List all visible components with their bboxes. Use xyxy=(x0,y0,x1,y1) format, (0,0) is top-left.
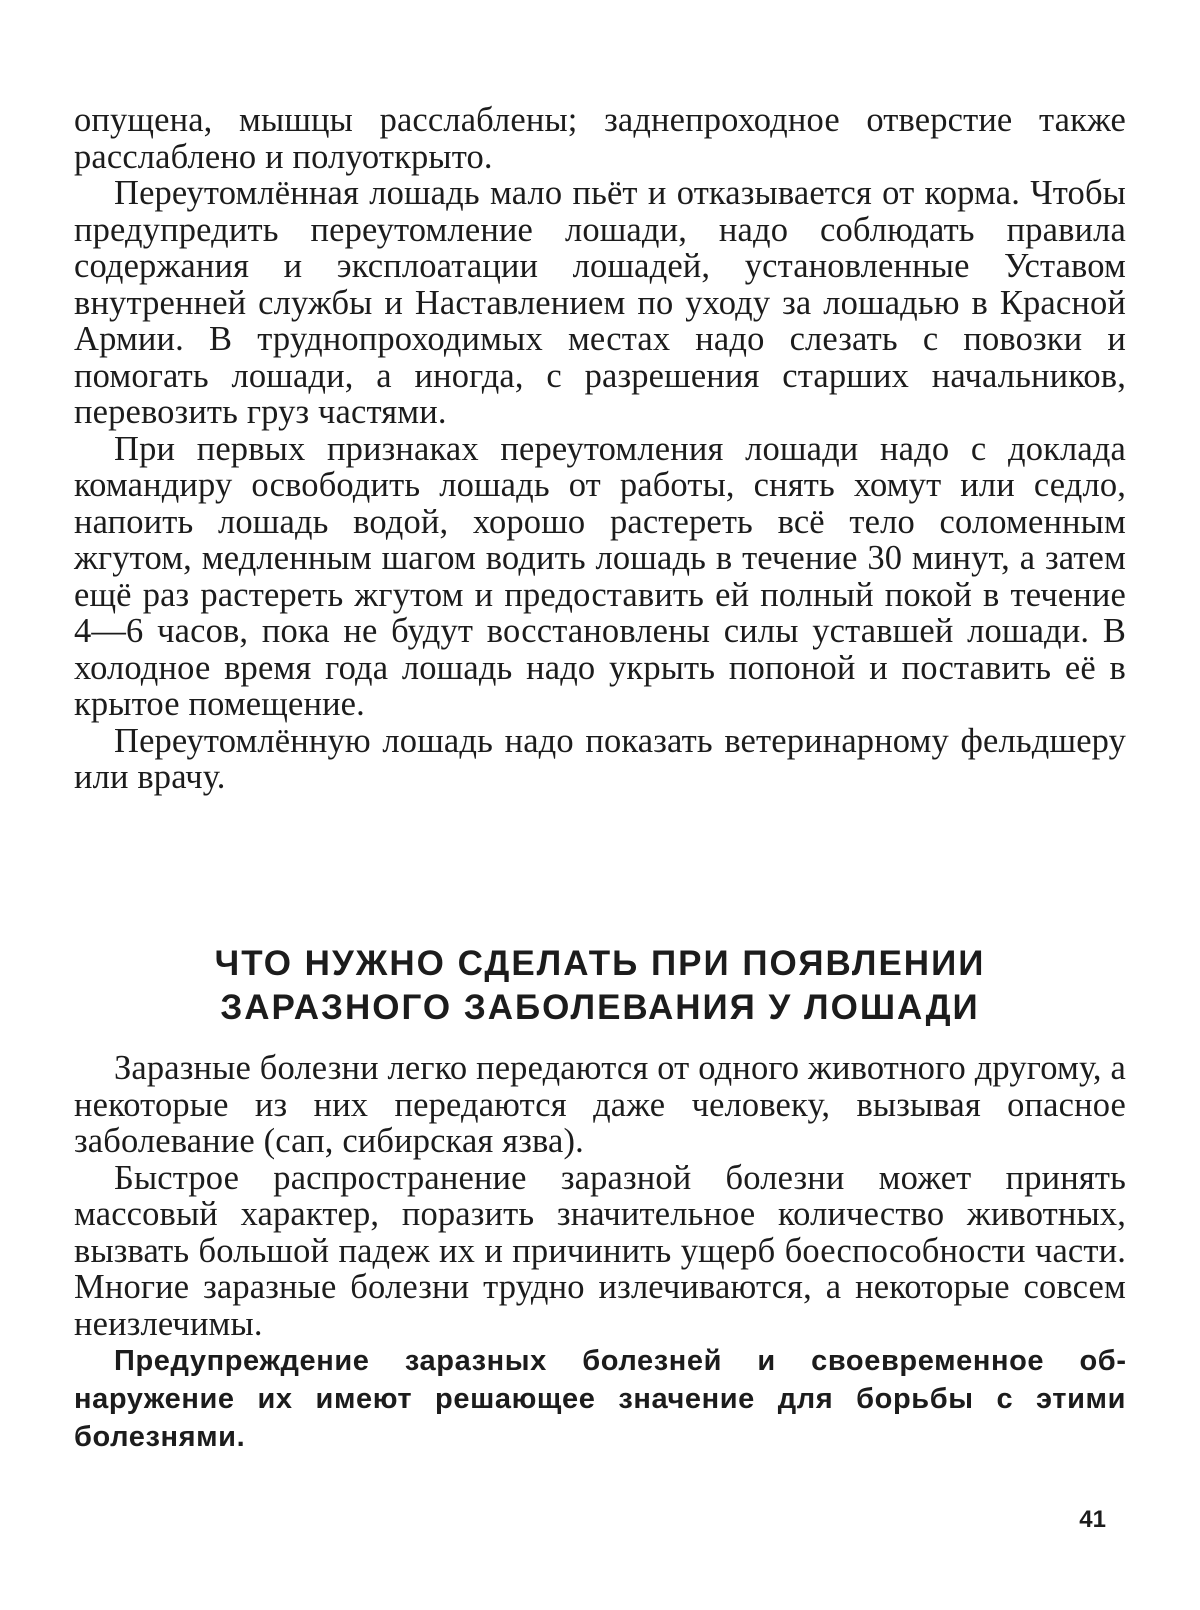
section-heading-line-2: ЗАРАЗНОГО ЗАБОЛЕВАНИЯ У ЛОШАДИ xyxy=(220,988,980,1027)
paragraph-overwork-prevention: Переутомлённая лошадь мало пьёт и отказывается от корма. Чтобы предупредить переутомление лошади, надо соблюдать правила содержания и эксплоатации лошадей, установленные Уставом внутренней службы и Наставлением по уходу за лошадью в Красной Армии. В труднопроходимых местах надо слезать с повозки и помогать лошади, а иногда, с разрешения старших начальников, перевозить груз частями. xyxy=(74,174,1126,431)
paragraph-rapid-spread: Быстрое распространение заразной болезни может принять массовый характер, поразить значительное количество животных, вызвать большой падеж их и причинить ущерб боеспособности части. Многие заразные болезни трудно излечиваются, а некоторые совсем неизлечимы. xyxy=(74,1158,1126,1343)
paragraph-prevention-emphasis: Предупреждение заразных болезней и своевременное обнаружение их имеют решающее значение для борьбы с этими болезнями. xyxy=(74,1345,1126,1453)
section-heading-line-1: ЧТО НУЖНО СДЕЛАТЬ ПРИ ПОЯВЛЕНИИ xyxy=(214,944,986,983)
text-block-bottom xyxy=(74,1050,1126,1456)
paragraph-vet-visit: Переутомлённую лошадь надо показать ветеринарному фельдшеру или врачу. xyxy=(74,721,1126,796)
paragraph-continuation: опущена, мышцы расслаблены; заднепроходное отверстие также расслаблено и полуоткрыто. xyxy=(74,101,1126,176)
text-block-top xyxy=(74,102,1126,796)
section-heading xyxy=(74,942,1126,1030)
paragraph-first-signs: При первых признаках переутомления лошади надо с доклада командиру освободить лошадь от работы, снять хомут или седло, напоить лошадь водой, хорошо растереть всё тело соломенным жгутом, медленным шагом водить лошадь в течение 30 минут, а затем ещё раз растереть жгутом и предоставить ей полный покой в течение 4—6 часов, пока не будут восстановлены силы уставшей лошади. В холодное время года лошадь надо укрыть попоной и поставить её в крытое помещение. xyxy=(74,429,1126,723)
paragraph-contagious-diseases: Заразные болезни легко передаются от одного животного другому, а некоторые из них передаются даже человеку, вызывая опасное заболевание (сап, сибирская язва). xyxy=(74,1049,1126,1160)
page-number: 41 xyxy=(1079,1506,1106,1533)
